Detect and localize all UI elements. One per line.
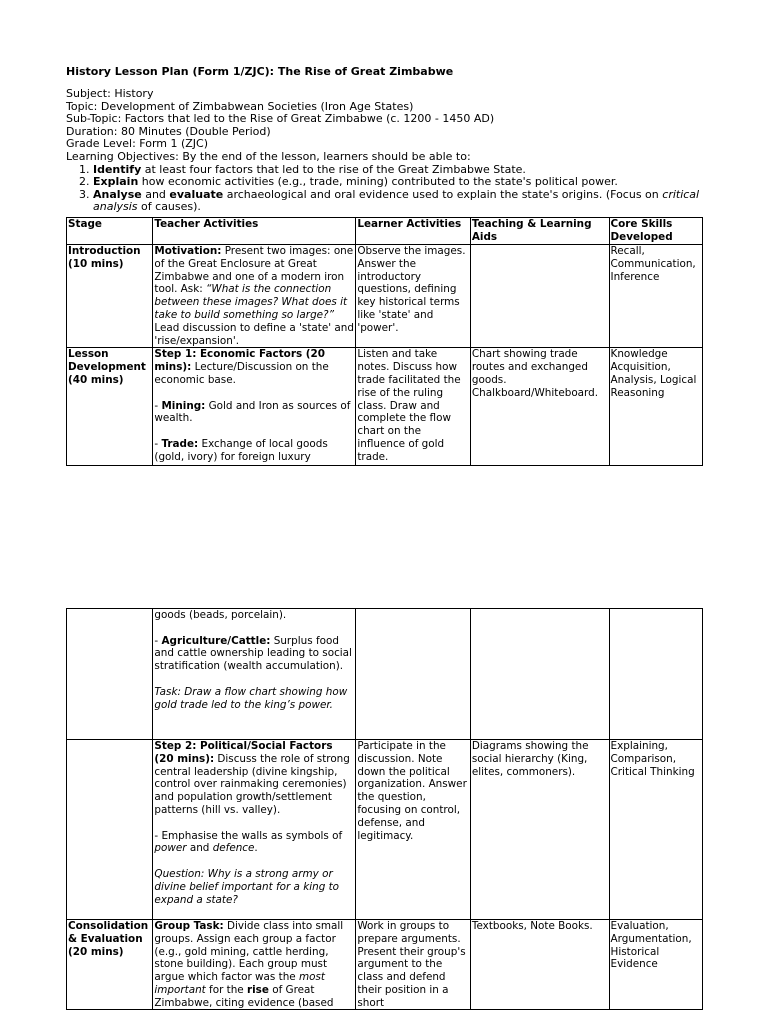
skills-cell: [609, 609, 702, 740]
document-title: History Lesson Plan (Form 1/ZJC): The Rise of Great Zimbabwe: [66, 65, 454, 78]
table-row: [67, 348, 703, 466]
grade-line: Grade Level: Form 1 (ZJC): [66, 137, 209, 151]
skills-cell: Evaluation, Argumentation, Historical Evidence: [609, 920, 702, 1010]
table-header-row: [67, 218, 703, 245]
page-1: [0, 0, 768, 500]
skills-cell: Explaining, Comparison, Critical Thinking: [609, 740, 702, 920]
table-row: [67, 740, 703, 920]
aids-cell: [470, 609, 609, 740]
header-teacher-activities: Teacher Activities: [153, 218, 356, 245]
objective-item: 2. Explain how economic activities (e.g., trade, mining) contributed to the state's political power.: [93, 176, 706, 189]
teacher-activity-cell: goods (beads, porcelain). - Agriculture/Cattle: Surplus food and cattle ownership leading to social stratification (wealth accumulation). Task: Draw a flow chart showing how gold trade led to the king’s power.: [153, 609, 356, 740]
teacher-activity-cell: Group Task: Divide class into small groups. Assign each group a factor (e.g., gold mining, cattle herding, stone building). Each group must argue which factor was the most important for the rise of Great Zimbabwe, citing evidence (based: [153, 920, 356, 1010]
topic-line: Topic: Development of Zimbabwean Societies (Iron Age States): [66, 99, 414, 113]
learner-activity-cell: Observe the images. Answer the introductory questions, defining key historical terms like 'state' and 'power'.: [356, 245, 471, 348]
header-core-skills: Core Skills Developed: [609, 218, 702, 245]
stage-cell: Lesson Development (40 mins): [67, 348, 153, 466]
learner-activity-cell: [356, 609, 471, 740]
learner-activity-cell: Listen and take notes. Discuss how trade facilitated the rise of the ruling class. Draw and complete the flow chart on the influence of gold trade.: [356, 348, 471, 466]
skills-cell: Recall, Communication, Inference: [609, 245, 702, 348]
stage-cell: Introduction (10 mins): [67, 245, 153, 348]
header-learner-activities: Learner Activities: [356, 218, 471, 245]
header-stage: Stage: [67, 218, 153, 245]
stage-cell: [67, 609, 153, 740]
lesson-metadata: [66, 88, 706, 214]
duration-line: Duration: 80 Minutes (Double Period): [66, 124, 271, 138]
learner-activity-cell: Participate in the discussion. Note down the political organization. Answer the question, focusing on control, defense, and legitimacy.: [356, 740, 471, 920]
objectives-intro: Learning Objectives: By the end of the lesson, learners should be able to:: [66, 149, 471, 163]
objective-item: 1. Identify at least four factors that led to the rise of the Great Zimbabwe State.: [93, 164, 706, 177]
stage-cell: [67, 740, 153, 920]
teacher-activity-cell: Step 1: Economic Factors (20 mins): Lecture/Discussion on the economic base. - Mining: Gold and Iron as sources of wealth. - Trade: Exchange of local goods (gold, ivory) for foreign luxury: [153, 348, 356, 466]
aids-cell: Diagrams showing the social hierarchy (King, elites, commoners).: [470, 740, 609, 920]
teacher-activity-cell: Step 2: Political/Social Factors (20 mins): Discuss the role of strong central leadership (divine kingship, control over rainmaking ceremonies) and population growth/settlement patterns (hill vs. valley). - Emphasise the walls as symbols of power and defence. Question: Why is a strong army or divine belief important for a king to expand a state?: [153, 740, 356, 920]
subject-line: Subject: History: [66, 87, 154, 100]
teacher-activity-cell: Motivation: Present two images: one of the Great Enclosure at Great Zimbabwe and one of a modern iron tool. Ask: “What is the connection between these images? What does it take to build something so large?” Lead discussion to define a 'state' and 'rise/expansion'.: [154, 245, 354, 347]
stage-cell: Consolidation & Evaluation (20 mins): [67, 920, 153, 1010]
lesson-plan-table-continued: [66, 608, 703, 1010]
page-2: [0, 600, 768, 1024]
subtopic-line: Sub-Topic: Factors that led to the Rise of Great Zimbabwe (c. 1200 - 1450 AD): [66, 112, 495, 126]
header-aids: Teaching & Learning Aids: [470, 218, 609, 245]
aids-cell: Chart showing trade routes and exchanged goods. Chalkboard/Whiteboard.: [470, 348, 609, 466]
table-row: [67, 609, 703, 740]
table-row: [67, 920, 703, 1010]
aids-cell: [470, 245, 609, 348]
objective-item: 3. Analyse and evaluate archaeological and oral evidence used to explain the state's origins. (Focus on critical analysis of causes).: [93, 189, 706, 214]
learner-activity-cell: Work in groups to prepare arguments. Present their group's argument to the class and defend their position in a short: [356, 920, 471, 1010]
lesson-plan-table: [66, 217, 703, 466]
table-row: [67, 245, 703, 348]
skills-cell: Knowledge Acquisition, Analysis, Logical Reasoning: [609, 348, 702, 466]
aids-cell: Textbooks, Note Books.: [470, 920, 609, 1010]
objectives-list: [66, 164, 706, 214]
